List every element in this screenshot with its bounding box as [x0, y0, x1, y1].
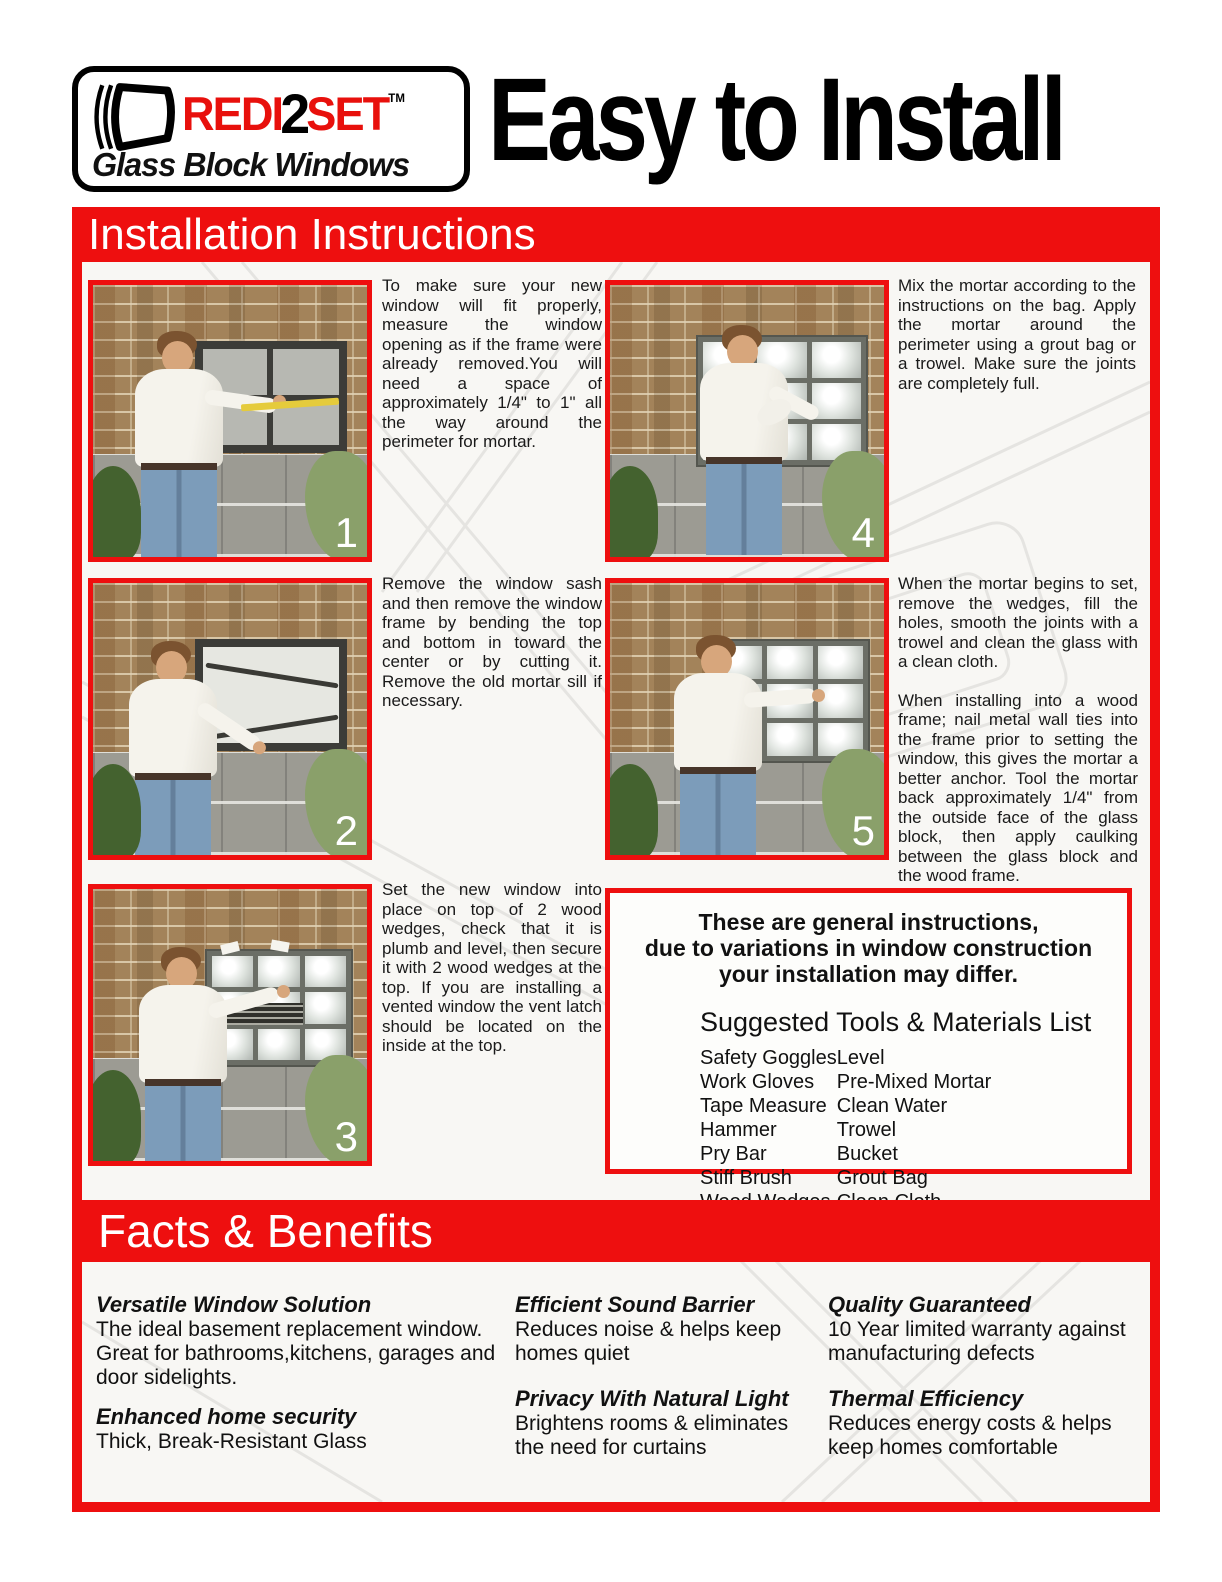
fact-quality-guaranteed [828, 1292, 1140, 1366]
tool-item: Grout Bag [836, 1167, 928, 1189]
tool-item: Stiff Brush [700, 1167, 792, 1189]
tool-item: Work Gloves [700, 1071, 815, 1093]
fact-title: Versatile Window Solution [96, 1292, 372, 1317]
tool-item: Clean Water [836, 1095, 948, 1117]
step5-text: When the mortar begins to set, remove the wedges, fill the holes, smooth the joints with a trowel and clean the glass with a clean cloth. When installing into a wood frame; nail metal wall ties into the frame prior to setting the window, this gives the mortar a better anchor. Tool the mortar back approximately 1/4" from the outside face of the glass block, then apply caulking between the glass block and the wood frame. [898, 574, 1138, 885]
fact-versatile-window-solution [96, 1292, 504, 1390]
tool-item: Hammer [700, 1119, 777, 1141]
tool-item: Bucket [836, 1143, 898, 1165]
tools-column-1 [700, 1046, 837, 1214]
shrub [88, 466, 141, 561]
brand-tagline: Glass Block Windows [92, 146, 410, 183]
installer-figure [127, 331, 247, 561]
brand-redi: REDI [182, 87, 283, 140]
fact-efficient-sound-barrier [515, 1292, 815, 1366]
fact-privacy-with-natural-light [515, 1386, 815, 1460]
step1-photo [88, 280, 372, 562]
general-instructions-notice [618, 909, 1119, 987]
notice-line3: your installation may differ. [718, 961, 1019, 987]
fact-enhanced-home-security [96, 1404, 504, 1454]
fact-text: Reduces energy costs & helps keep homes comfortable [828, 1412, 1112, 1459]
installation-instructions-banner: Installation Instructions [88, 210, 536, 259]
step-number: 2 [334, 807, 358, 854]
fact-text: Thick, Break-Resistant Glass [96, 1430, 367, 1453]
tools-list-title: Suggested Tools & Materials List [700, 1007, 1092, 1037]
fact-text: Brightens rooms & eliminates the need for curtains [515, 1412, 789, 1459]
facts-benefits-banner: Facts & Benefits [82, 1200, 1150, 1262]
page-title: Easy to Install [488, 54, 1063, 186]
redi2set-logo [72, 66, 470, 192]
shrub [88, 1070, 141, 1165]
glass-block-window-icon [88, 80, 180, 154]
fact-title: Privacy With Natural Light [515, 1386, 789, 1411]
fact-title: Thermal Efficiency [828, 1386, 1024, 1411]
content-frame [72, 207, 1160, 1512]
tool-item: Level [836, 1047, 885, 1069]
tool-item: Trowel [836, 1119, 897, 1141]
fact-title: Efficient Sound Barrier [515, 1292, 755, 1317]
step4-text: Mix the mortar according to the instructions on the bag. Apply the mortar around the perimeter using a grout bag or a trowel. Make sure the joints are completely full. [898, 276, 1136, 393]
fact-text: The ideal basement replacement window. Great for bathrooms,kitchens, garages and door sidelights. [96, 1318, 496, 1389]
step2-text: Remove the window sash and then remove the window frame by bending the top and bottom in toward the center or by cutting it. Remove the old mortar sill if necessary. [382, 574, 602, 710]
installer-figure [131, 947, 251, 1166]
tool-item: Pre-Mixed Mortar [836, 1071, 992, 1093]
tool-item: Safety Goggles [700, 1047, 837, 1069]
shrub [605, 466, 658, 561]
tools-list [700, 1046, 1127, 1214]
installer-figure [692, 325, 812, 555]
step4-photo [605, 280, 889, 562]
step3-text: Set the new window into place on top of 2 wood wedges, check that it is plumb and level, then secure it with 2 wood wedges at the top. If you are installing a vented window the vent latch should be located on the inside at the top. [382, 880, 602, 1055]
step-number: 5 [851, 807, 875, 854]
shrub [88, 764, 141, 859]
tool-item: Tape Measure [700, 1095, 827, 1117]
fact-text: 10 Year limited warranty against manufacturing defects [828, 1318, 1126, 1365]
step-number: 4 [851, 509, 875, 556]
trademark-symbol: TM [388, 91, 405, 105]
brand-set: SET [306, 87, 389, 140]
step-number: 3 [334, 1113, 358, 1160]
step1-text: To make sure your new window will fit properly, measure the window opening as if the frame were already removed.You will need a space of approximately 1/4" to 1" all the way around the perimeter for mortar. [382, 276, 602, 451]
instructions-content [82, 262, 1150, 1502]
step2-photo [88, 578, 372, 860]
brand-two: 2 [280, 82, 309, 145]
brand-name [182, 78, 405, 143]
shrub [605, 764, 658, 859]
installer-figure [666, 635, 786, 860]
step5-photo [605, 578, 889, 860]
step3-photo [88, 884, 372, 1166]
notice-line1: These are general instructions, [698, 909, 1039, 935]
step-number: 1 [334, 509, 358, 556]
notice-line2: due to variations in window construction [644, 935, 1093, 961]
fact-text: Reduces noise & helps keep homes quiet [515, 1318, 782, 1365]
general-instructions-box [605, 888, 1132, 1189]
tool-item: Pry Bar [700, 1143, 767, 1165]
fact-title: Enhanced home security [96, 1404, 357, 1429]
fact-thermal-efficiency [828, 1386, 1140, 1460]
tools-column-2 [837, 1046, 991, 1214]
fact-title: Quality Guaranteed [828, 1292, 1031, 1317]
